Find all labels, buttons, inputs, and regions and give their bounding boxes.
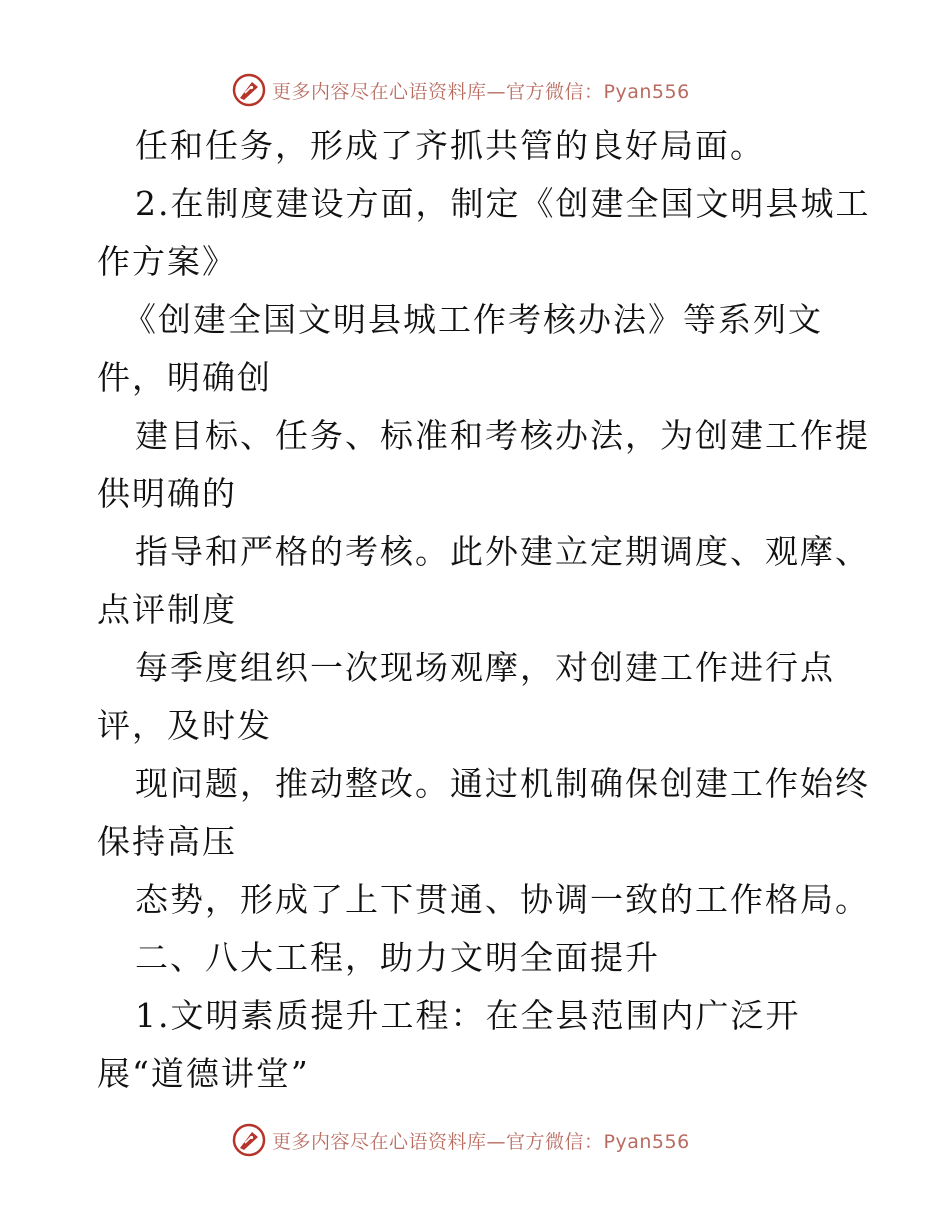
body-line: 任和任务，形成了齐抓共管的良好局面。 — [135, 126, 765, 165]
body-line: 点评制度 — [97, 590, 237, 629]
section-heading: 二、八大工程，助力文明全面提升 — [135, 938, 660, 977]
header-banner-text: 更多内容尽在心语资料库—官方微信：Pyan556 — [272, 80, 690, 103]
body-line: 1.文明素质提升工程：在全县范围内广泛开 — [135, 996, 801, 1035]
header-banner — [232, 70, 690, 110]
body-line: 展“道德讲堂” — [97, 1054, 310, 1093]
body-line: 态势，形成了上下贯通、协调一致的工作格局。 — [135, 880, 870, 919]
body-line: 保持高压 — [97, 822, 237, 861]
body-line: 评，及时发 — [97, 706, 272, 745]
footer-banner-text: 更多内容尽在心语资料库—官方微信：Pyan556 — [272, 1130, 690, 1153]
pen-nib-logo-icon — [232, 73, 266, 107]
body-line: 2.在制度建设方面，制定《创建全国文明县城工 — [135, 184, 871, 223]
body-line: 每季度组织一次现场观摩，对创建工作进行点 — [135, 648, 835, 687]
pen-nib-logo-icon — [232, 1123, 266, 1157]
body-line: 供明确的 — [97, 474, 237, 513]
body-line: 建目标、任务、标准和考核办法，为创建工作提 — [135, 416, 870, 455]
body-line: 件，明确创 — [97, 358, 272, 397]
footer-banner — [232, 1120, 690, 1160]
body-line: 《创建全国文明县城工作考核办法》等系列文 — [123, 300, 823, 339]
body-line: 现问题，推动整改。通过机制确保创建工作始终 — [135, 764, 870, 803]
body-line: 作方案》 — [97, 242, 237, 281]
body-line: 指导和严格的考核。此外建立定期调度、观摩、 — [135, 532, 870, 571]
